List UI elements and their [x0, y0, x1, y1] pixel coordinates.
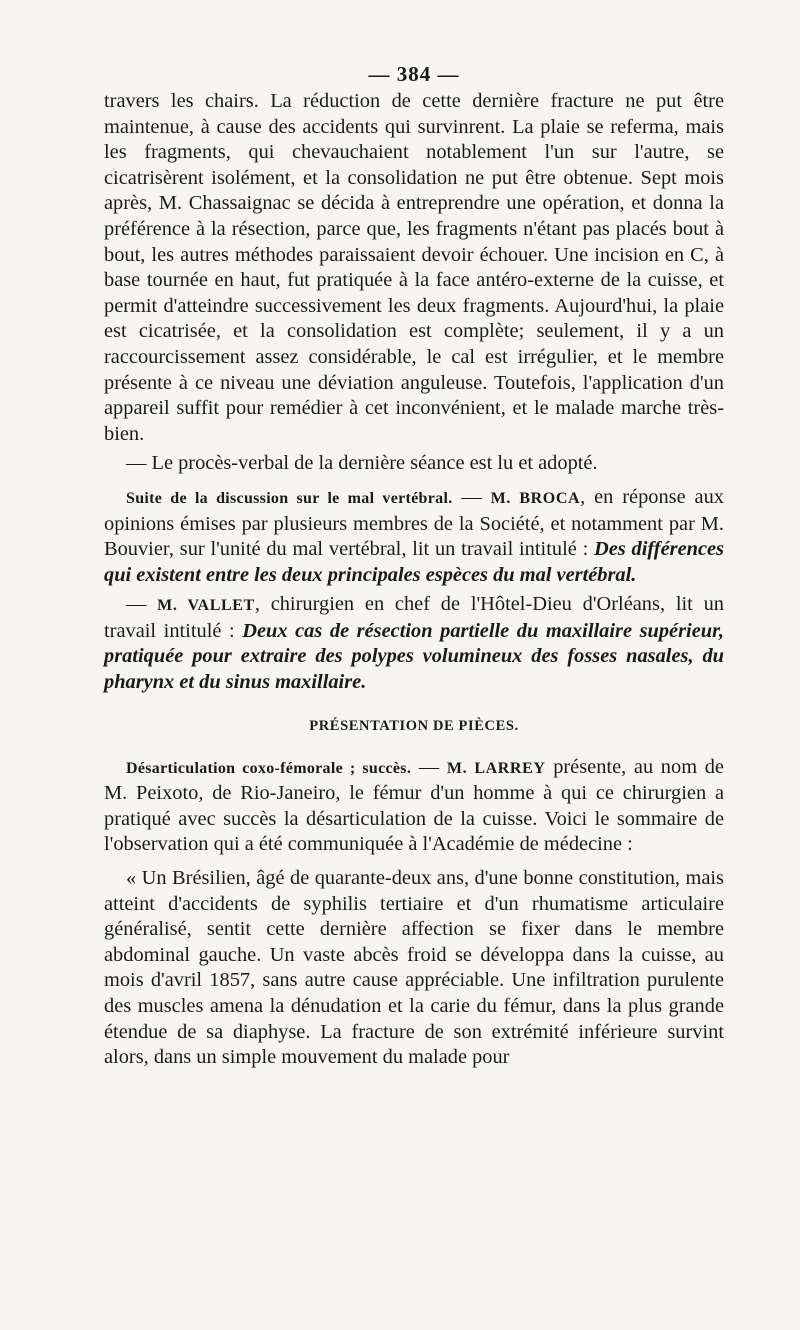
- section-title: PRÉSENTATION DE PIÈCES.: [309, 717, 519, 734]
- paragraph-vallet-work: [104, 592, 724, 695]
- speaker-broca: M. BROCA: [490, 489, 581, 507]
- vallet-text: , chirurgien en chef de l'Hôtel-Dieu d'Orléans, lit un travail intitulé :: [104, 593, 724, 642]
- discussion-heading: Suite de la discussion sur le mal vertébral.: [126, 489, 453, 507]
- paragraph-minutes-adopted: — Le procès-verbal de la dernière séance est lu et adopté.: [126, 452, 598, 475]
- page-number: — 384 —: [368, 62, 460, 86]
- paragraph-larrey-presentation: [104, 755, 724, 858]
- discussion-dash: —: [452, 485, 491, 508]
- broca-text: , en réponse aux opinions émises par plusieurs membres de la Société, et notamment par M. Bouvier, sur l'unité du mal vertébral, lit un travail intitulé :: [104, 485, 724, 561]
- paragraph-broca-discussion: [104, 485, 724, 588]
- speaker-vallet: M. VALLET: [157, 597, 255, 615]
- speaker-larrey: M. LARREY: [446, 759, 546, 777]
- vallet-dash: —: [126, 593, 158, 616]
- paragraph-resection-case: travers les chairs. La réduction de cette dernière fracture ne put être maintenue, à cause des accidents qui survinrent. La plaie se referma, mais les fragments, qui chevauchaient notablement l'un sur l'autre, se cicatrisèrent isolément, et la consolidation ne put être obtenue. Sept mois après, M. Chassaignac se décida à entreprendre une opération, et donna la préférence à la résection, parce que, les fragments n'étant pas placés bout à bout, les autres méthodes paraissaient devoir échouer. Une incision en C, à base tournée en haut, fut pratiquée à la face antéro-externe de la cuisse, et permit d'atteindre successivement les deux fragments. Aujourd'hui, la plaie est cicatrisée, et la consolidation est complète; seulement, il y a un raccourcissement assez considérable, le cal est irrégulier, et le membre présente à ce niveau une déviation anguleuse. Toutefois, l'application d'un appareil suffit pour remédier à cet inconvénient, et le malade marche très-bien.: [104, 90, 724, 445]
- presentation-dash: —: [411, 755, 447, 778]
- book-page: [104, 62, 724, 1071]
- larrey-text: présente, au nom de M. Peixoto, de Rio-Janeiro, le fémur d'un homme à qui ce chirurgien a pratiqué avec succès la désarticulation de la cuisse. Voici le sommaire de l'observation qui a été communiquée à l'Académie de médecine :: [104, 755, 724, 856]
- paragraph-brazilian-case: « Un Brésilien, âgé de quarante-deux ans, d'une bonne constitution, mais atteint d'accidents de syphilis tertiaire et d'un rhumatisme articulaire généralisé, sentit cette dernière affection se fixer dans le membre abdominal gauche. Un vaste abcès froid se développa dans la cuisse, au mois d'avril 1857, sans autre cause appréciable. Une infiltration purulente des muscles amena la dénudation et la carie du fémur, dans la plus grande étendue de sa diaphyse. La fracture de son extrémité inférieure survint alors, dans un simple mouvement du malade pour: [104, 867, 724, 1069]
- presentation-heading: Désarticulation coxo-fémorale ; succès.: [126, 759, 412, 777]
- vallet-work-title: Deux cas de résection partielle du maxillaire supérieur, pratiquée pour extraire des polypes volumineux des fosses nasales, du pharynx et du sinus maxillaire.: [104, 619, 724, 694]
- broca-work-title: Des différences qui existent entre les deux principales espèces du mal vertébral.: [104, 538, 724, 586]
